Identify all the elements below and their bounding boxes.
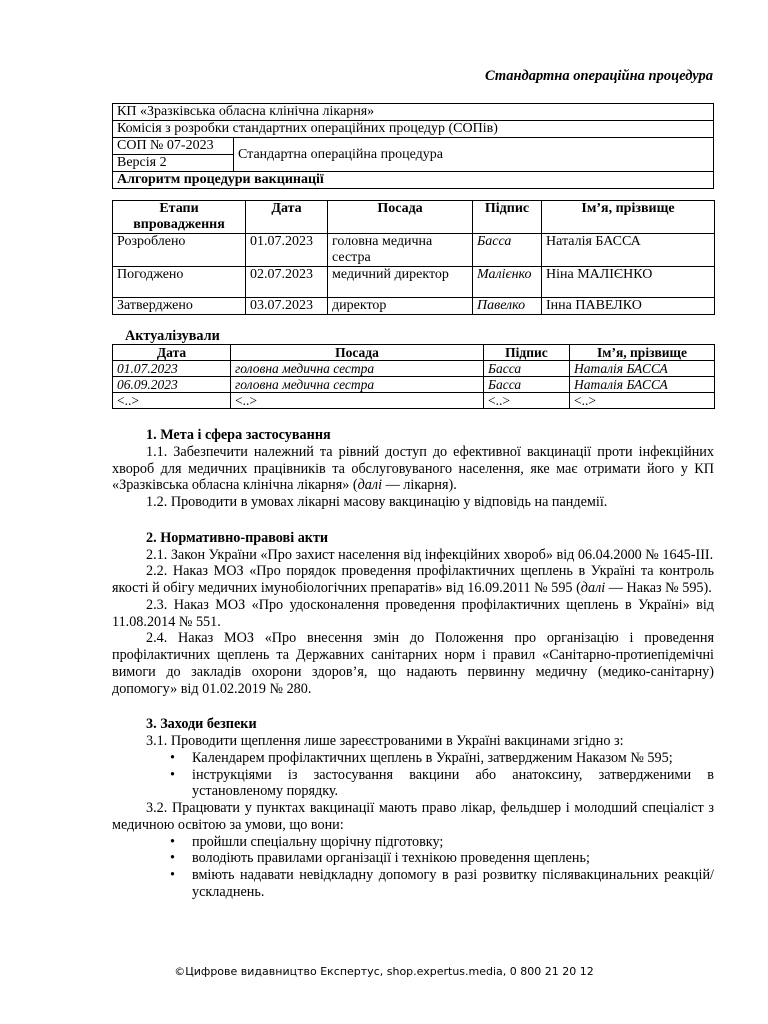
doc-type: Стандартна операційна процедура bbox=[234, 138, 714, 172]
updates-table bbox=[112, 344, 715, 409]
col-header: Посада bbox=[328, 201, 473, 234]
table-row bbox=[113, 393, 715, 409]
bullet-icon: • bbox=[170, 833, 175, 850]
col-header: Дата bbox=[113, 345, 231, 361]
signature-cell: <..> bbox=[484, 393, 570, 409]
updates-header-row bbox=[113, 345, 715, 361]
name-cell: <..> bbox=[570, 393, 715, 409]
list-item: • Календарем профілактичних щеплень в Україні, затвердженим Наказом № 595; bbox=[170, 749, 673, 766]
bullet-list bbox=[112, 750, 714, 800]
table-row bbox=[113, 377, 715, 393]
stage-cell: Затверджено bbox=[113, 298, 246, 315]
section-heading: 3. Заходи безпеки bbox=[146, 716, 257, 733]
date-cell: 02.07.2023 bbox=[246, 267, 328, 298]
list-item: • володіють правилами організації і технікою проведення щеплень; bbox=[170, 850, 590, 867]
position-cell: директор bbox=[328, 298, 473, 315]
signature-cell: Малієнко bbox=[473, 267, 542, 298]
date-cell: 06.09.2023 bbox=[113, 377, 231, 393]
date-cell: 01.07.2023 bbox=[246, 234, 328, 267]
signature-cell: Басса bbox=[484, 361, 570, 377]
paragraph: 3.2. Працювати у пунктах вакцинації мають право лікар, фельдшер і молодший спеціаліст з медичною освітою за умови, що вони: bbox=[112, 800, 714, 833]
name-cell: Наталія БАССА bbox=[570, 377, 715, 393]
bullet-icon: • bbox=[170, 749, 175, 766]
col-header: Ім’я, прізвище bbox=[570, 345, 715, 361]
table-row bbox=[113, 267, 715, 298]
col-header: Ім’я, прізвище bbox=[542, 201, 715, 234]
document-body bbox=[112, 427, 714, 901]
paragraph: 2.4. Наказ МОЗ «Про внесення змін до Положення про організацію і проведення профілактичних щеплень та Державних санітарних норм і правил «Санітарно-протиепідемічні вимоги до закладів охорони здоров’я, що надають первинну медичну (медико-санітарну) допомогу» від 01.02.2019 № 280. bbox=[112, 630, 714, 697]
date-cell: <..> bbox=[113, 393, 231, 409]
bullet-icon: • bbox=[170, 850, 175, 867]
commission-name: Комісія з розробки стандартних операційних процедур (СОПів) bbox=[113, 121, 714, 138]
name-cell: Інна ПАВЕЛКО bbox=[542, 298, 715, 315]
section-heading: 2. Нормативно-правові акти bbox=[146, 529, 329, 546]
section-heading: 1. Мета і сфера застосування bbox=[146, 427, 331, 443]
col-header: Посада bbox=[231, 345, 484, 361]
col-header: Підпис bbox=[473, 201, 542, 234]
table-row bbox=[113, 234, 715, 267]
col-header: Підпис bbox=[484, 345, 570, 361]
paragraph: 1.2. Проводити в умовах лікарні масову вакцинацію у відповідь на пандемії. bbox=[146, 494, 608, 510]
stage-cell: Погоджено bbox=[113, 267, 246, 298]
date-cell: 03.07.2023 bbox=[246, 298, 328, 315]
paragraph: 2.2. Наказ МОЗ «Про порядок проведення профілактичних щеплень в Україні та контроль якості й обігу медичних імунобіологічних препаратів» від 16.09.2011 № 595 (далі — Наказ № 595). bbox=[112, 563, 714, 596]
table-row bbox=[113, 298, 715, 315]
list-item: • пройшли спеціальну щорічну підготовку; bbox=[170, 833, 444, 850]
list-item: • вміють надавати невідкладну допомогу в разі розвитку післявакцинальних реакцій/ускладнень. bbox=[170, 867, 714, 900]
bullet-icon: • bbox=[170, 867, 175, 883]
list-item: • інструкціями із застосування вакцини або анатоксину, затвердженими в установленому порядку. bbox=[170, 766, 714, 800]
position-cell: медичний директор bbox=[328, 267, 473, 298]
signature-cell: Басса bbox=[484, 377, 570, 393]
paragraph: 2.3. Наказ МОЗ «Про удосконалення проведення профілактичних щеплень в Україні» від 11.08.2014 № 551. bbox=[112, 596, 714, 630]
updates-label: Актуалізували bbox=[125, 328, 220, 344]
stages-table bbox=[112, 200, 715, 315]
bullet-icon: • bbox=[170, 766, 175, 783]
sop-header-table bbox=[112, 103, 714, 189]
paragraph: 2.1. Закон України «Про захист населення від інфекційних хвороб» від 06.04.2000 № 1645-III. bbox=[146, 546, 714, 563]
signature-cell: Павелко bbox=[473, 298, 542, 315]
name-cell: Ніна МАЛІЄНКО bbox=[542, 267, 715, 298]
paragraph: 1.1. Забезпечити належний та рівний доступ до ефективної вакцинації проти інфекційних хвороб для медичних працівників та обслуговуваного населення, яке має отримати його у КП «Зразківська обласна клінічна лікарня» (далі — лікарня). bbox=[112, 443, 714, 494]
footer-copyright: ©Цифрове видавництво Експертус, shop.expertus.media, 0 800 21 20 12 bbox=[174, 965, 594, 978]
position-cell: <..> bbox=[231, 393, 484, 409]
stage-cell: Розроблено bbox=[113, 234, 246, 267]
sop-number: СОП № 07-2023 bbox=[113, 138, 234, 155]
sop-version: Версія 2 bbox=[113, 155, 234, 172]
signature-cell: Басса bbox=[473, 234, 542, 267]
paragraph: 3.1. Проводити щеплення лише зареєстрованими в Україні вакцинами згідно з: bbox=[146, 733, 624, 749]
position-cell: головна медична сестра bbox=[231, 377, 484, 393]
name-cell: Наталія БАССА bbox=[542, 234, 715, 267]
stages-header-row bbox=[113, 201, 715, 234]
name-cell: Наталія БАССА bbox=[570, 361, 715, 377]
algorithm-title: Алгоритм процедури вакцинації bbox=[113, 172, 714, 189]
col-header: Етапи впровадження bbox=[113, 201, 246, 234]
table-row bbox=[113, 361, 715, 377]
org-name: КП «Зразківська обласна клінічна лікарня» bbox=[113, 104, 714, 121]
date-cell: 01.07.2023 bbox=[113, 361, 231, 377]
position-cell: головна медична сестра bbox=[231, 361, 484, 377]
bullet-list bbox=[112, 834, 714, 901]
position-cell: головна медична сестра bbox=[328, 234, 473, 267]
col-header: Дата bbox=[246, 201, 328, 234]
page-title: Стандартна операційна процедура bbox=[485, 68, 713, 84]
